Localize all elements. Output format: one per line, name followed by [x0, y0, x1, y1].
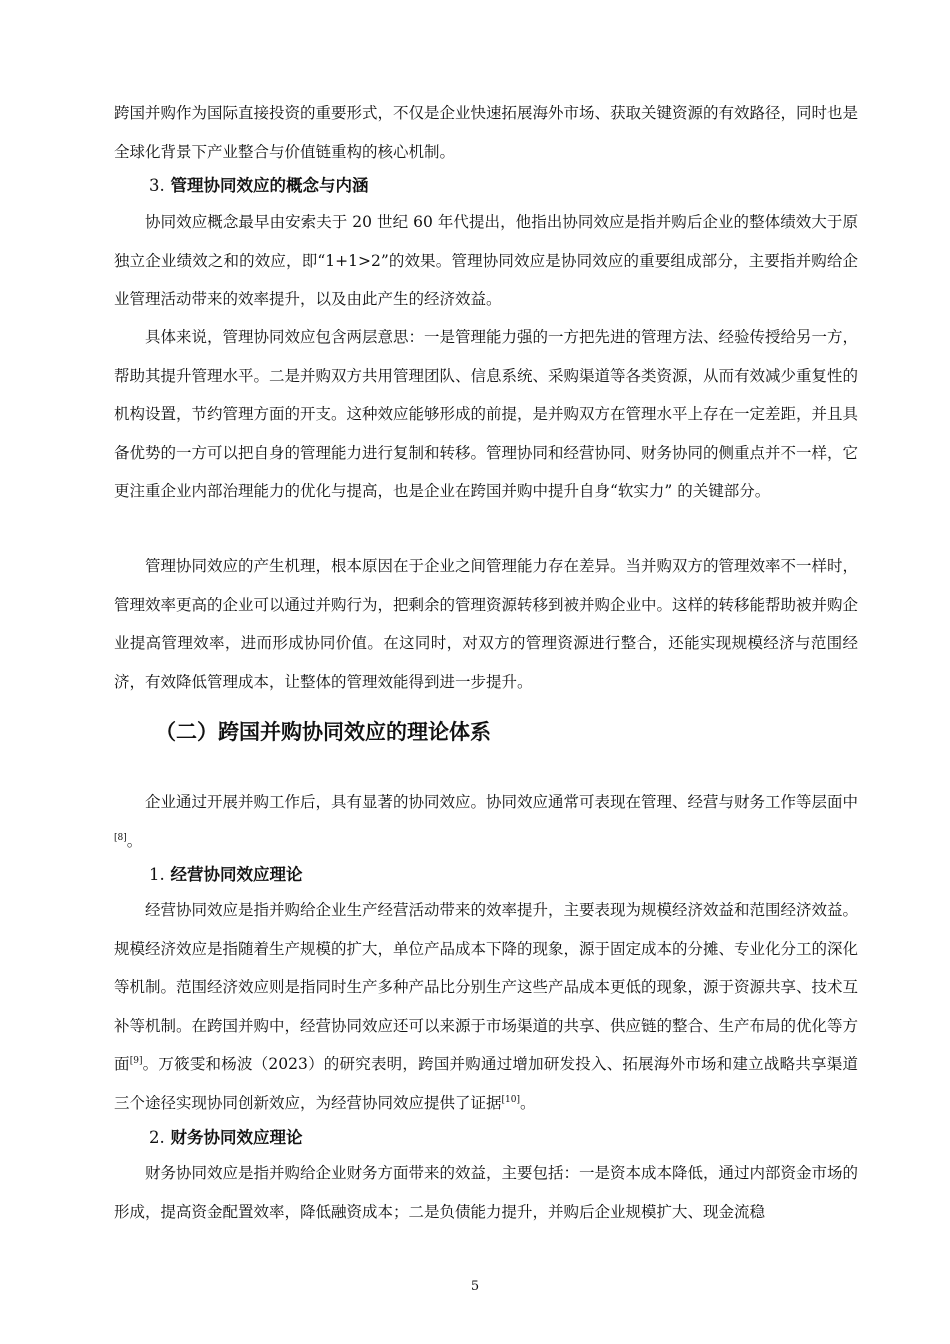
paragraph-text: 管理协同效应的产生机理，根本原因在于企业之间管理能力存在差异。当并购双方的管理效率不一样时，管理效率更高的企业可以通过并购行为，把剩余的管理资源转移到被并购企业中。这样的转移能帮助被并购企业提高管理效率，进而形成协同价值。在这同时，对双方的管理资源进行整合，还能实现规模经济与范围经济，有效降低管理成本，让整体的管理效能得到进一步提升。	[114, 557, 859, 691]
heading-number: 1.	[149, 865, 165, 884]
paragraph-text: 跨国并购作为国际直接投资的重要形式，不仅是企业快速拓展海外市场、获取关键资源的有效路径，同时也是全球化背景下产业整合与价值链重构的核心机制。	[114, 104, 859, 161]
citation-ref: [8]	[114, 832, 127, 843]
paragraph-text: 经营协同效应是指并购给企业生产经营活动带来的效率提升，主要表现为规模经济效益和范围经济效益。规模经济效应是指随着生产规模的扩大，单位产品成本下降的现象，源于固定成本的分摊、专业化分工的深化等机制。范围经济效应则是指同时生产多种产品比分别生产这些产品成本更低的现象，源于资源共享、技术互补等机制。在跨国并购中，经营协同效应还可以来源于市场渠道的共享、供应链的整合、生产布局的优化等方面	[114, 901, 859, 1073]
heading-text: 经营协同效应理论	[170, 865, 303, 884]
paragraph-text: 。万筱雯和杨波（2023）的研究表明，跨国并购通过增加研发投入、拓展海外市场和建立战略共享渠道三个途径实现协同创新效应，为经营协同效应提供了证据	[114, 1055, 858, 1112]
paragraph-text: 协同效应概念最早由安索夫于 20 世纪 60 年代提出，他指出协同效应是指并购后企业的整体绩效大于原独立企业绩效之和的效应，即“1+1>2”的效果。管理协同效应是协同效应的重要组成部分，主要指并购给企业管理活动带来的效率提升，以及由此产生的经济效益。	[114, 213, 858, 308]
heading-number: 2.	[149, 1128, 165, 1147]
paragraph-mechanism	[114, 547, 858, 701]
paragraph-operating-synergy	[114, 891, 858, 1122]
paragraph-text: 。	[126, 831, 143, 850]
paragraph-financial-synergy	[114, 1154, 858, 1231]
page-number: 5	[470, 1279, 480, 1294]
citation-ref: [10]	[501, 1094, 520, 1105]
section-heading-management-synergy	[149, 172, 369, 196]
paragraph-text: 财务协同效应是指并购给企业财务方面带来的效益，主要包括：一是资本成本降低，通过内部资金市场的形成，提高资金配置效率，降低融资成本；二是负债能力提升，并购后企业规模扩大、现金流稳	[114, 1164, 859, 1221]
heading-text: 财务协同效应理论	[170, 1128, 303, 1147]
paragraph-management-meaning	[114, 318, 858, 511]
paragraph-intro	[114, 94, 858, 171]
heading-text: 管理协同效应的概念与内涵	[170, 176, 369, 195]
paragraph-synergy-overview	[114, 783, 858, 860]
section-heading-theory-system: （二）跨国并购协同效应的理论体系	[155, 720, 491, 744]
paragraph-synergy-concept	[114, 203, 858, 319]
paragraph-text: 企业通过开展并购工作后，具有显著的协同效应。协同效应通常可表现在管理、经营与财务工作等层面中	[145, 793, 859, 811]
paragraph-text: 。	[520, 1093, 536, 1112]
heading-number: 3.	[149, 176, 165, 195]
paragraph-text: 具体来说，管理协同效应包含两层意思：一是管理能力强的一方把先进的管理方法、经验传授给另一方，帮助其提升管理水平。二是并购双方共用管理团队、信息系统、采购渠道等各类资源，从而有效减少重复性的机构设置，节约管理方面的开支。这种效应能够形成的前提，是并购双方在管理水平上存在一定差距，并且具备优势的一方可以把自身的管理能力进行复制和转移。管理协同和经营协同、财务协同的侧重点并不一样，它更注重企业内部治理能力的优化与提高，也是企业在跨国并购中提升自身“软实力” 的关键部分。	[114, 328, 859, 500]
section-heading-financial-synergy	[149, 1124, 303, 1148]
citation-ref: [9]	[129, 1055, 143, 1066]
section-heading-operating-synergy	[149, 861, 303, 885]
